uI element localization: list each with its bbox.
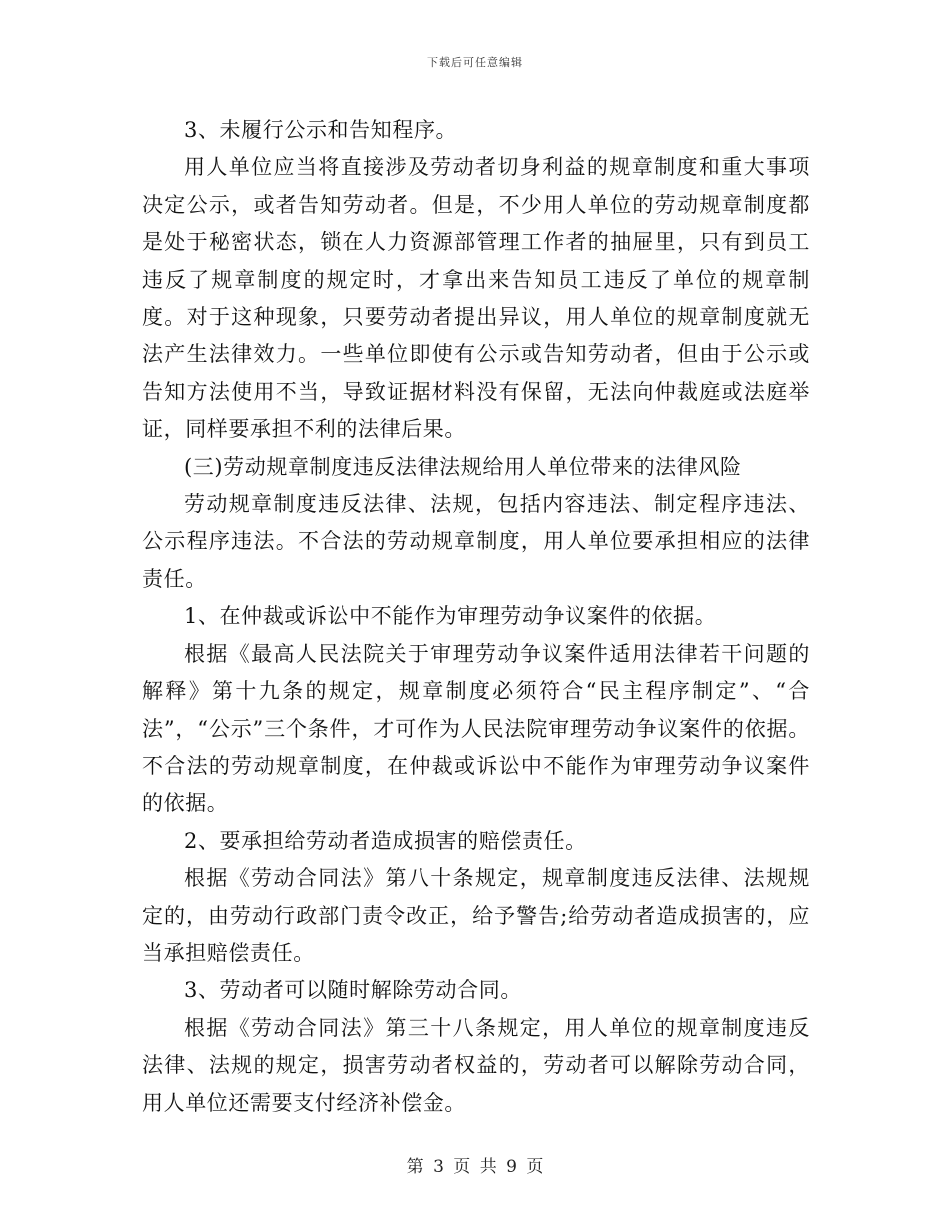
paragraph-article-80: 根据《劳动合同法》第八十条规定，规章制度违反法律、法规规定的，由劳动行政部门责令改正，给予警告;给劳动者造成损害的，应当承担赔偿责任。 xyxy=(142,866,810,965)
paragraph-supreme-court-interpretation: 根据《最高人民法院关于审理劳动争议案件适用法律若干问题的解释》第十九条的规定，规章制度必须符合“民主程序制定”、“合法”，“公示”三个条件，才可作为人民法院审理劳动争议案件的依据。不合法的劳动规章制度，在仲裁或诉讼中不能作为审理劳动争议案件的依据。 xyxy=(142,641,810,816)
header-note: 下载后可任意编辑 xyxy=(427,56,523,69)
paragraph-heading-1-arbitration: 1、在仲裁或诉讼中不能作为审理劳动争议案件的依据。 xyxy=(184,604,717,629)
paragraph-article-38: 根据《劳动合同法》第三十八条规定，用人单位的规章制度违反法律、法规的规定，损害劳动者权益的，劳动者可以解除劳动合同，用人单位还需要支付经济补偿金。 xyxy=(142,1015,810,1115)
paragraph-illegal-rules-overview: 劳动规章制度违反法律、法规，包括内容违法、制定程序违法、公示程序违法。不合法的劳动规章制度，用人单位要承担相应的法律责任。 xyxy=(142,492,810,591)
paragraph-publicity-explanation: 用人单位应当将直接涉及劳动者切身利益的规章制度和重大事项决定公示，或者告知劳动者。但是，不少用人单位的劳动规章制度都是处于秘密状态，锁在人力资源部管理工作者的抽屉里，只有到员工违反了规章制度的规定时，才拿出来告知员工违反了单位的规章制度。对于这种现象，只要劳动者提出异议，用人单位的规章制度就无法产生法律效力。一些单位即使有公示或告知劳动者，但由于公示或告知方法使用不当，导致证据材料没有保留，无法向仲裁庭或法庭举证，同样要承担不利的法律后果。 xyxy=(142,155,810,442)
document-body xyxy=(142,112,810,1122)
paragraph-heading-2-compensation: 2、要承担给劳动者造成损害的赔偿责任。 xyxy=(184,828,587,853)
paragraph-heading-3-termination: 3、劳动者可以随时解除劳动合同。 xyxy=(184,978,522,1003)
page-number: 第 3 页 共 9 页 xyxy=(406,1157,544,1177)
paragraph-heading-3-no-publicity: 3、未履行公示和告知程序。 xyxy=(184,118,458,142)
paragraph-section-3-heading: (三)劳动规章制度违反法律法规给用人单位带来的法律风险 xyxy=(184,454,742,479)
